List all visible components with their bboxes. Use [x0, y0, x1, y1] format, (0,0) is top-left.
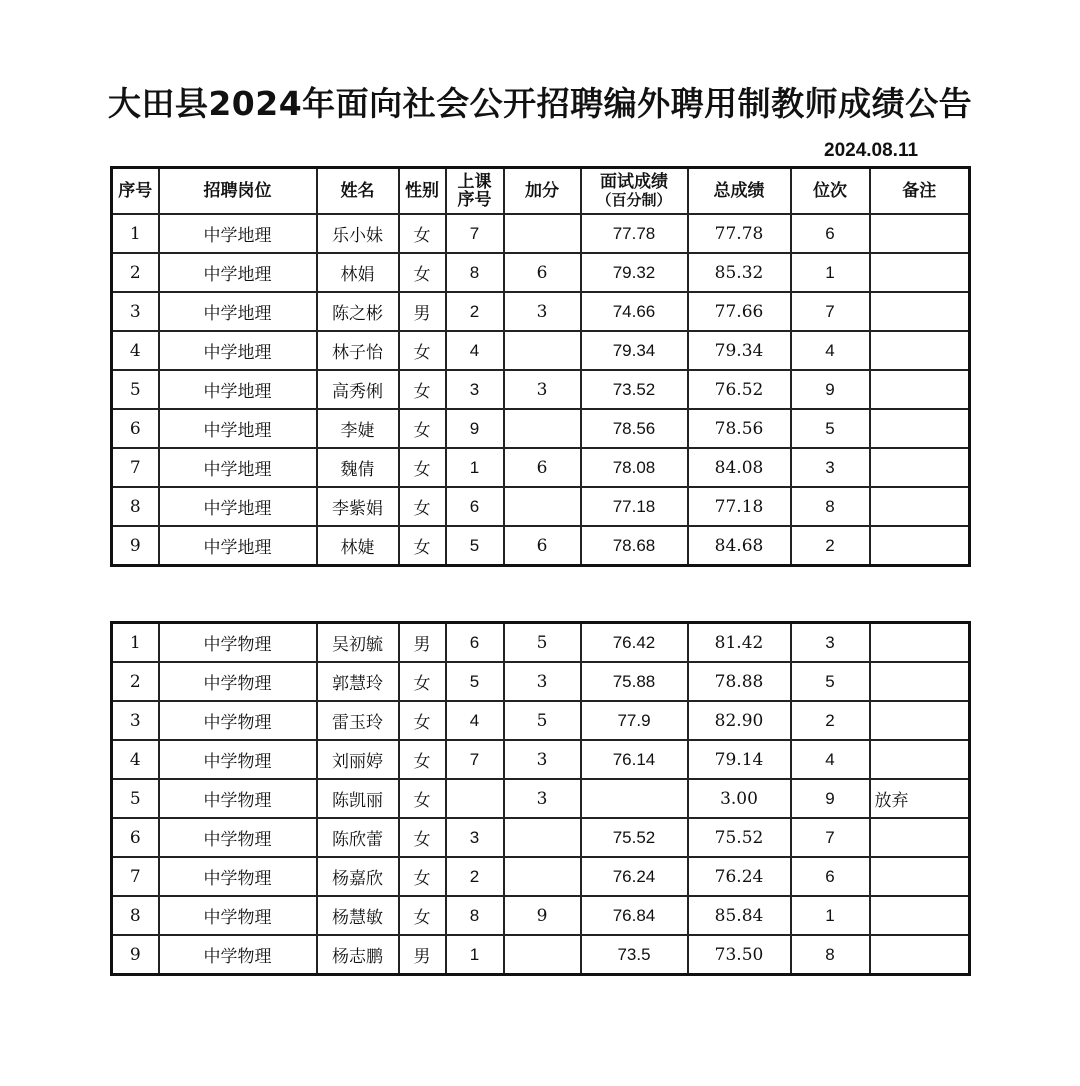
- cell-rank: 2: [791, 526, 870, 566]
- cell-gender: 女: [399, 779, 446, 818]
- cell-total-score: 77.66: [688, 292, 791, 331]
- cell-lesson-order: 7: [446, 740, 504, 779]
- cell-lesson-order: 2: [446, 292, 504, 331]
- cell-gender: 男: [399, 623, 446, 663]
- cell-remark: [870, 935, 970, 975]
- cell-remark: [870, 662, 970, 701]
- cell-gender: 女: [399, 740, 446, 779]
- cell-gender: 女: [399, 662, 446, 701]
- cell-remark: [870, 331, 970, 370]
- header-lesson-order: [446, 168, 504, 215]
- cell-post: 中学地理: [159, 409, 317, 448]
- cell-name: 杨慧敏: [317, 896, 399, 935]
- cell-remark: [870, 370, 970, 409]
- header-seq: 序号: [112, 168, 159, 215]
- cell-total-score: 73.50: [688, 935, 791, 975]
- cell-gender: 女: [399, 370, 446, 409]
- cell-seq: 6: [112, 818, 159, 857]
- cell-seq: 9: [112, 935, 159, 975]
- cell-interview-score: 73.5: [581, 935, 688, 975]
- cell-total-score: 77.18: [688, 487, 791, 526]
- cell-post: 中学物理: [159, 857, 317, 896]
- cell-bonus: 5: [504, 623, 581, 663]
- cell-interview-score: 77.9: [581, 701, 688, 740]
- cell-lesson-order: 3: [446, 370, 504, 409]
- announcement-date: 2024.08.11: [824, 140, 919, 161]
- cell-rank: 7: [791, 818, 870, 857]
- cell-lesson-order: 8: [446, 896, 504, 935]
- cell-total-score: 84.68: [688, 526, 791, 566]
- cell-remark: [870, 526, 970, 566]
- table-row: [112, 448, 970, 487]
- cell-seq: 4: [112, 331, 159, 370]
- cell-bonus: 6: [504, 526, 581, 566]
- cell-post: 中学地理: [159, 292, 317, 331]
- table-row: [112, 409, 970, 448]
- header-gender: 性别: [399, 168, 446, 215]
- cell-total-score: 76.24: [688, 857, 791, 896]
- cell-lesson-order: 5: [446, 526, 504, 566]
- cell-rank: 3: [791, 623, 870, 663]
- cell-gender: 女: [399, 526, 446, 566]
- table-row: [112, 857, 970, 896]
- cell-total-score: 78.88: [688, 662, 791, 701]
- header-remark: 备注: [870, 168, 970, 215]
- cell-rank: 9: [791, 779, 870, 818]
- cell-interview-score: 78.68: [581, 526, 688, 566]
- cell-name: 林婕: [317, 526, 399, 566]
- cell-gender: 女: [399, 331, 446, 370]
- cell-name: 刘丽婷: [317, 740, 399, 779]
- geography-score-table: [110, 166, 971, 567]
- cell-post: 中学地理: [159, 487, 317, 526]
- table-row: [112, 818, 970, 857]
- cell-seq: 8: [112, 487, 159, 526]
- cell-remark: [870, 214, 970, 253]
- cell-total-score: 84.08: [688, 448, 791, 487]
- cell-rank: 7: [791, 292, 870, 331]
- cell-total-score: 79.34: [688, 331, 791, 370]
- table-row: [112, 214, 970, 253]
- cell-bonus: 9: [504, 896, 581, 935]
- cell-name: 杨嘉欣: [317, 857, 399, 896]
- cell-seq: 5: [112, 779, 159, 818]
- cell-total-score: 82.90: [688, 701, 791, 740]
- cell-interview-score: 75.52: [581, 818, 688, 857]
- table-row: [112, 370, 970, 409]
- cell-remark: [870, 448, 970, 487]
- cell-total-score: 75.52: [688, 818, 791, 857]
- cell-lesson-order: 7: [446, 214, 504, 253]
- cell-remark: [870, 740, 970, 779]
- cell-seq: 6: [112, 409, 159, 448]
- cell-total-score: 77.78: [688, 214, 791, 253]
- cell-name: 林子怡: [317, 331, 399, 370]
- cell-lesson-order: 2: [446, 857, 504, 896]
- cell-interview-score: 73.52: [581, 370, 688, 409]
- cell-bonus: [504, 857, 581, 896]
- cell-name: 杨志鹏: [317, 935, 399, 975]
- table-row: [112, 662, 970, 701]
- cell-gender: 女: [399, 253, 446, 292]
- cell-rank: 6: [791, 857, 870, 896]
- cell-total-score: 81.42: [688, 623, 791, 663]
- cell-name: 陈欣蕾: [317, 818, 399, 857]
- cell-post: 中学物理: [159, 779, 317, 818]
- cell-seq: 3: [112, 292, 159, 331]
- cell-interview-score: 75.88: [581, 662, 688, 701]
- physics-score-table: [110, 621, 971, 976]
- cell-bonus: [504, 409, 581, 448]
- cell-post: 中学地理: [159, 214, 317, 253]
- cell-total-score: 76.52: [688, 370, 791, 409]
- cell-interview-score: 76.14: [581, 740, 688, 779]
- cell-post: 中学物理: [159, 896, 317, 935]
- cell-total-score: 85.84: [688, 896, 791, 935]
- cell-bonus: 3: [504, 740, 581, 779]
- cell-total-score: 79.14: [688, 740, 791, 779]
- cell-name: 魏倩: [317, 448, 399, 487]
- cell-post: 中学地理: [159, 253, 317, 292]
- cell-remark: [870, 409, 970, 448]
- cell-name: 吴初毓: [317, 623, 399, 663]
- cell-bonus: 3: [504, 779, 581, 818]
- cell-remark: [870, 701, 970, 740]
- cell-gender: 女: [399, 818, 446, 857]
- cell-lesson-order: 5: [446, 662, 504, 701]
- cell-interview-score: 76.24: [581, 857, 688, 896]
- cell-post: 中学地理: [159, 526, 317, 566]
- header-lesson-order-line2: 序号: [457, 190, 492, 210]
- cell-remark: [870, 818, 970, 857]
- page-title: 大田县2024年面向社会公开招聘编外聘用制教师成绩公告: [107, 84, 973, 123]
- table-row: [112, 623, 970, 663]
- cell-rank: 6: [791, 214, 870, 253]
- cell-seq: 4: [112, 740, 159, 779]
- cell-bonus: [504, 487, 581, 526]
- cell-name: 李紫娟: [317, 487, 399, 526]
- cell-interview-score: 77.78: [581, 214, 688, 253]
- cell-name: 郭慧玲: [317, 662, 399, 701]
- cell-lesson-order: 8: [446, 253, 504, 292]
- cell-lesson-order: 4: [446, 331, 504, 370]
- header-bonus: 加分: [504, 168, 581, 215]
- cell-lesson-order: 1: [446, 935, 504, 975]
- cell-lesson-order: 3: [446, 818, 504, 857]
- cell-interview-score: 77.18: [581, 487, 688, 526]
- table-row: [112, 701, 970, 740]
- header-lesson-order-line1: 上课: [457, 172, 492, 192]
- cell-rank: 3: [791, 448, 870, 487]
- cell-bonus: 5: [504, 701, 581, 740]
- cell-gender: 女: [399, 448, 446, 487]
- cell-seq: 1: [112, 214, 159, 253]
- cell-seq: 7: [112, 448, 159, 487]
- table-row: [112, 779, 970, 818]
- cell-remark: [870, 896, 970, 935]
- cell-interview-score: 79.32: [581, 253, 688, 292]
- cell-remark: [870, 487, 970, 526]
- cell-interview-score: 78.56: [581, 409, 688, 448]
- cell-post: 中学物理: [159, 662, 317, 701]
- cell-post: 中学地理: [159, 370, 317, 409]
- table-row: [112, 935, 970, 975]
- cell-post: 中学物理: [159, 935, 317, 975]
- cell-bonus: [504, 935, 581, 975]
- cell-remark: [870, 623, 970, 663]
- cell-lesson-order: 1: [446, 448, 504, 487]
- cell-gender: 女: [399, 701, 446, 740]
- cell-name: 乐小妹: [317, 214, 399, 253]
- cell-bonus: [504, 214, 581, 253]
- cell-rank: 8: [791, 935, 870, 975]
- cell-post: 中学地理: [159, 448, 317, 487]
- cell-lesson-order: 9: [446, 409, 504, 448]
- cell-interview-score: 74.66: [581, 292, 688, 331]
- header-interview: [581, 168, 688, 215]
- cell-post: 中学物理: [159, 740, 317, 779]
- header-post: 招聘岗位: [159, 168, 317, 215]
- cell-lesson-order: 4: [446, 701, 504, 740]
- cell-name: 高秀俐: [317, 370, 399, 409]
- cell-lesson-order: 6: [446, 487, 504, 526]
- cell-remark: [870, 253, 970, 292]
- cell-rank: 9: [791, 370, 870, 409]
- cell-remark: [870, 292, 970, 331]
- table-header-row: [112, 168, 970, 215]
- cell-bonus: 6: [504, 253, 581, 292]
- cell-gender: 男: [399, 935, 446, 975]
- cell-seq: 8: [112, 896, 159, 935]
- table-row: [112, 331, 970, 370]
- cell-bonus: 6: [504, 448, 581, 487]
- header-name: 姓名: [317, 168, 399, 215]
- header-interview-line2: （百分制）: [596, 191, 672, 209]
- table-row: [112, 253, 970, 292]
- cell-total-score: 3.00: [688, 779, 791, 818]
- cell-post: 中学物理: [159, 623, 317, 663]
- table-row: [112, 526, 970, 566]
- table-row: [112, 292, 970, 331]
- cell-name: 雷玉玲: [317, 701, 399, 740]
- cell-bonus: 3: [504, 370, 581, 409]
- cell-seq: 2: [112, 662, 159, 701]
- cell-post: 中学物理: [159, 701, 317, 740]
- cell-interview-score: 76.84: [581, 896, 688, 935]
- cell-total-score: 85.32: [688, 253, 791, 292]
- table-row: [112, 896, 970, 935]
- cell-name: 李婕: [317, 409, 399, 448]
- cell-seq: 5: [112, 370, 159, 409]
- cell-seq: 2: [112, 253, 159, 292]
- cell-name: 陈之彬: [317, 292, 399, 331]
- table-row: [112, 740, 970, 779]
- cell-post: 中学物理: [159, 818, 317, 857]
- header-interview-line1: 面试成绩: [600, 172, 668, 192]
- cell-total-score: 78.56: [688, 409, 791, 448]
- cell-lesson-order: 6: [446, 623, 504, 663]
- cell-rank: 1: [791, 896, 870, 935]
- cell-interview-score: 78.08: [581, 448, 688, 487]
- cell-gender: 女: [399, 487, 446, 526]
- cell-remark: [870, 857, 970, 896]
- cell-gender: 女: [399, 214, 446, 253]
- cell-rank: 4: [791, 740, 870, 779]
- cell-seq: 1: [112, 623, 159, 663]
- cell-interview-score: 76.42: [581, 623, 688, 663]
- cell-rank: 4: [791, 331, 870, 370]
- cell-bonus: [504, 818, 581, 857]
- cell-seq: 7: [112, 857, 159, 896]
- cell-seq: 9: [112, 526, 159, 566]
- cell-rank: 2: [791, 701, 870, 740]
- table-row: [112, 487, 970, 526]
- cell-rank: 1: [791, 253, 870, 292]
- cell-seq: 3: [112, 701, 159, 740]
- cell-name: 陈凯丽: [317, 779, 399, 818]
- cell-interview-score: 79.34: [581, 331, 688, 370]
- cell-rank: 5: [791, 409, 870, 448]
- cell-gender: 女: [399, 857, 446, 896]
- cell-bonus: 3: [504, 292, 581, 331]
- cell-gender: 男: [399, 292, 446, 331]
- cell-rank: 8: [791, 487, 870, 526]
- header-total: 总成绩: [688, 168, 791, 215]
- cell-interview-score: [581, 779, 688, 818]
- header-rank: 位次: [791, 168, 870, 215]
- cell-lesson-order: [446, 779, 504, 818]
- cell-name: 林娟: [317, 253, 399, 292]
- cell-gender: 女: [399, 409, 446, 448]
- cell-post: 中学地理: [159, 331, 317, 370]
- cell-bonus: [504, 331, 581, 370]
- cell-rank: 5: [791, 662, 870, 701]
- cell-gender: 女: [399, 896, 446, 935]
- cell-remark: 放弃: [870, 779, 970, 818]
- cell-bonus: 3: [504, 662, 581, 701]
